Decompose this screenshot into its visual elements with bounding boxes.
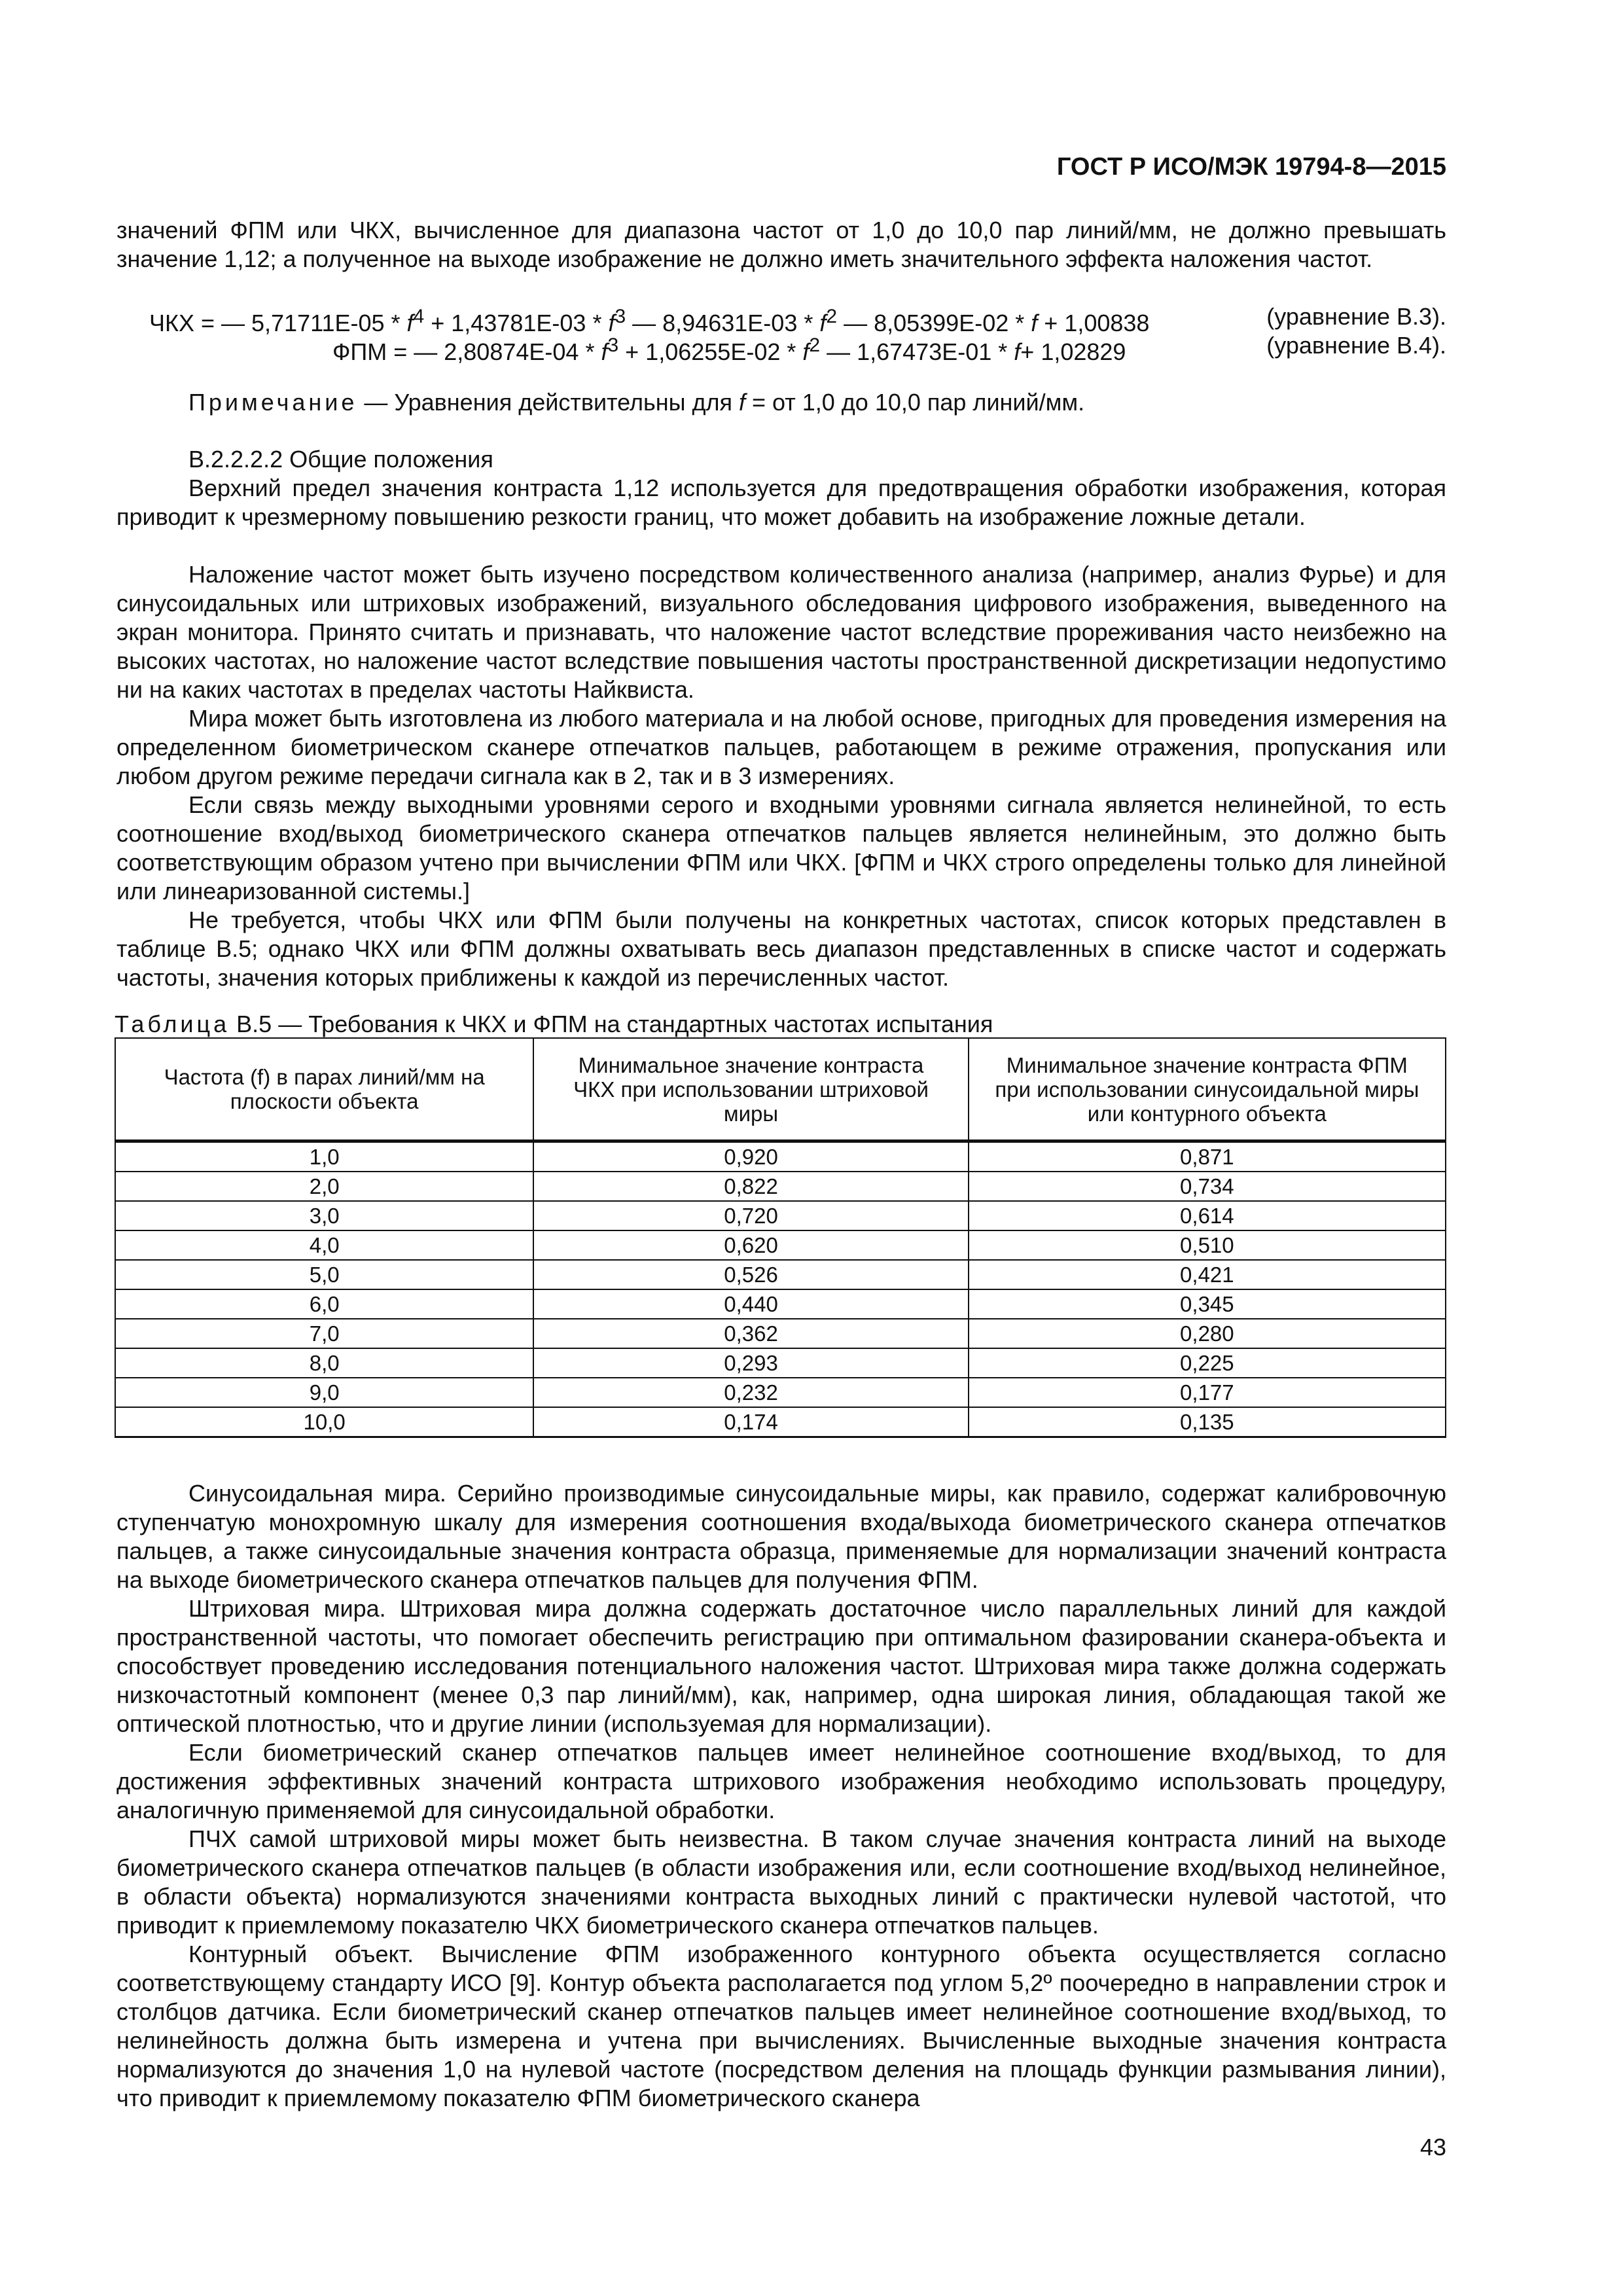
table-row (115, 1201, 1446, 1230)
cell-fpm: 0,177 (969, 1378, 1446, 1407)
paragraph-sinusoidal-target: Синусоидальная мира. Серийно производимые синусоидальные миры, как правило, содержат калибровочную ступенчатую монохромную шкалу для измерения соотношения входа/выхода биометрического сканера отпечатков пальцев, а также синусоидальные значения контраста образца, применяемые для нормализации значений контраста на выходе биометрического сканера отпечатков пальцев для получения ФПМ. (116, 1480, 1446, 1593)
section-paragraph-4: Если связь между выходными уровнями серого и входными уровнями сигнала является нелинейной, то есть соотношение вход/выход биометрического сканера отпечатков пальцев является нелинейным, это должно быть соответствующим образом учтено при вычислении ФПМ или ЧКХ. [ФПМ и ЧКХ строго определены только для линейной или линеаризованной системы.] (116, 791, 1446, 905)
cell-fpm: 0,135 (969, 1407, 1446, 1437)
table-caption: Таблица В.5 — Требования к ЧКХ и ФПМ на стандартных частотах испытания (115, 1011, 993, 1037)
table-row (115, 1230, 1446, 1260)
note: Примечание — Уравнения действительны для f = от 1,0 до 10,0 пар линий/мм. (188, 389, 1085, 416)
cell-fpm: 0,871 (969, 1141, 1446, 1172)
table-row (115, 1407, 1446, 1437)
cell-frequency: 8,0 (115, 1348, 533, 1378)
paragraph-edge-object: Контурный объект. Вычисление ФПМ изображенного контурного объекта осуществляется согласно соответствующему стандарту ИСО [9]. Контур объекта располагается под углом 5,2º поочередно в направлении строк и столбцов датчика. Если биометрический сканер отпечатков пальцев имеет нелинейное соотношение вход/выход, то нелинейность должна быть измерена и учтена при вычислениях. Вычисленные выходные значения контраста нормализуются до значения 1,0 на нулевой частоте (посредством деления на площадь функции размывания линии), что приводит к приемлемому показателю ФПМ биометрического сканера (116, 1941, 1446, 2111)
cell-frequency: 6,0 (115, 1289, 533, 1319)
cell-frequency: 9,0 (115, 1378, 533, 1407)
cell-chx: 0,526 (533, 1260, 968, 1289)
cell-frequency: 7,0 (115, 1319, 533, 1348)
equation-chx-ref: (уравнение В.3). (1266, 303, 1446, 330)
table-row (115, 1319, 1446, 1348)
table-row (115, 1141, 1446, 1172)
cell-fpm: 0,225 (969, 1348, 1446, 1378)
intro-paragraph: значений ФПМ или ЧКХ, вычисленное для диапазона частот от 1,0 до 10,0 пар линий/мм, не должно превышать значение 1,12; а полученное на выходе изображение не должно иметь значительного эффекта наложения частот. (116, 217, 1446, 272)
cell-frequency: 2,0 (115, 1172, 533, 1201)
cell-fpm: 0,421 (969, 1260, 1446, 1289)
header-frequency: Частота (f) в парах линий/мм на плоскости объекта (115, 1038, 533, 1141)
equation-chx: ЧКХ = — $5,71711E-05 * f^4 + 1,43781E-03 * f^3$ — $8,94631E-03 * f^2$ — 8,05399E-02 * f + 1,00838 (149, 306, 1150, 336)
cell-chx: 0,920 (533, 1141, 968, 1172)
document-code-header: ГОСТ Р ИСО/МЭК 19794-8—2015 (1056, 153, 1446, 181)
paragraph-nonlinear: Если биометрический сканер отпечатков пальцев имеет нелинейное соотношение вход/выход, то для достижения эффективных значений контраста штрихового изображения необходимо использовать процедуру, аналогичную применяемой для синусоидальной обработки. (116, 1739, 1446, 1823)
cell-chx: 0,620 (533, 1230, 968, 1260)
table-row (115, 1378, 1446, 1407)
page-number: 43 (1419, 2134, 1446, 2161)
section-paragraph-1: Верхний предел значения контраста 1,12 используется для предотвращения обработки изображения, которая приводит к чрезмерному повышению резкости границ, что может добавить на изображение ложные детали. (116, 475, 1446, 530)
equation-fpm: ФПМ = — $2,80874E-04 * f^3 + 1,06255E-02 * f^2$ — 1,67473E-01 * f+ 1,02829 (332, 334, 1126, 365)
cell-chx: 0,720 (533, 1201, 968, 1230)
section-paragraph-2: Наложение частот может быть изучено посредством количественного анализа (например, анализ Фурье) и для синусоидальных или штриховых изображений, визуального обследования цифрового изображения, выведенного на экран монитора. Принято считать и признавать, что наложение частот вследствие прореживания часто неизбежно на высоких частотах, но наложение частот вследствие повышения частоты пространственной дискретизации недопустимо ни на каких частотах в пределах частоты Найквиста. (116, 561, 1446, 703)
cell-frequency: 1,0 (115, 1141, 533, 1172)
paragraph-bar-target: Штриховая мира. Штриховая мира должна содержать достаточное число параллельных линий для каждой пространственной частоты, что помогает обеспечить регистрацию при оптимальном фазировании сканера-объекта и способствует проведению исследования потенциального наложения частот. Штриховая мира также должна содержать низкочастотный компонент (менее 0,3 пар линий/мм), как, например, одна широкая линия, обладающая такой же оптической плотностью, что и другие линии (используемая для нормализации). (116, 1595, 1446, 1737)
cell-chx: 0,174 (533, 1407, 968, 1437)
cell-chx: 0,362 (533, 1319, 968, 1348)
equation-fpm-ref: (уравнение В.4). (1266, 332, 1446, 359)
cell-frequency: 10,0 (115, 1407, 533, 1437)
cell-frequency: 4,0 (115, 1230, 533, 1260)
cell-fpm: 0,345 (969, 1289, 1446, 1319)
cell-fpm: 0,510 (969, 1230, 1446, 1260)
table-row (115, 1260, 1446, 1289)
cell-fpm: 0,614 (969, 1201, 1446, 1230)
cell-chx: 0,293 (533, 1348, 968, 1378)
requirements-table (115, 1037, 1446, 1438)
header-chx-contrast: Минимальное значение контраста ЧКХ при использовании штриховой миры (533, 1038, 968, 1141)
note-label: Примечание (188, 389, 358, 416)
cell-chx: 0,232 (533, 1378, 968, 1407)
cell-fpm: 0,280 (969, 1319, 1446, 1348)
cell-frequency: 3,0 (115, 1201, 533, 1230)
table-row (115, 1172, 1446, 1201)
table-row (115, 1289, 1446, 1319)
cell-chx: 0,822 (533, 1172, 968, 1201)
paragraph-ctf: ПЧХ самой штриховой миры может быть неизвестна. В таком случае значения контраста линий на выходе биометрического сканера отпечатков пальцев (в области изображения или, если соотношение вход/выход нелинейное, в области объекта) нормализуются значениями контраста выходных линий с практически нулевой частотой, что приводит к приемлемому показателю ЧКХ биометрического сканера отпечатков пальцев. (116, 1825, 1446, 1939)
table-row (115, 1348, 1446, 1378)
section-paragraph-5: Не требуется, чтобы ЧКХ или ФПМ были получены на конкретных частотах, список которых представлен в таблице В.5; однако ЧКХ или ФПМ должны охватывать весь диапазон представленных в списке частот и содержать частоты, значения которых приближены к каждой из перечисленных частот. (116, 906, 1446, 991)
header-fpm-contrast: Минимальное значение контраста ФПМ при использовании синусоидальной миры или контурного объекта (969, 1038, 1446, 1141)
cell-frequency: 5,0 (115, 1260, 533, 1289)
cell-fpm: 0,734 (969, 1172, 1446, 1201)
table-header-row (115, 1038, 1446, 1141)
cell-chx: 0,440 (533, 1289, 968, 1319)
section-heading: В.2.2.2.2 Общие положения (188, 446, 493, 473)
section-paragraph-3: Мира может быть изготовлена из любого материала и на любой основе, пригодных для проведения измерения на определенном биометрическом сканере отпечатков пальцев, работающем в режиме отражения, пропускания или любом другом режиме передачи сигнала как в 2, так и в 3 измерениях. (116, 705, 1446, 789)
